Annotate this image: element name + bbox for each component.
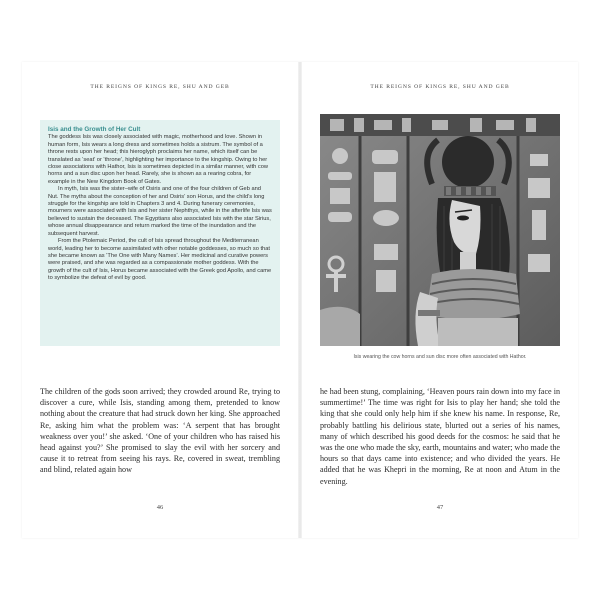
right-page [302,62,578,538]
sidebar-paragraph: In myth, Isis was the sister–wife of Osiris and one of the four children of Geb and Nut. The myths about the conception of her and Osiris’ son Horus, and the child’s long struggle for the kingship are told in Chapters 3 and 4. During funerary ceremonies, mourners were associated with Isis and her sister Nephthys, while in the afterlife Isis was believed to sustain the deceased. The Egyptians also associated Isis with the star Sirius, whose annual disappearance and return marked the time of the inundation and the subsequent harvest. [48,186,272,237]
sidebar-paragraph: From the Ptolemaic Period, the cult of Isis spread throughout the Mediterranean world, leading her to become assimilated with other notable goddesses, so much so that she became known as ‘The One with Many Names’. Her medicinal and curative powers were praised, and she was regarded as a compassionate mother goddess. With the growth of the cult of Isis, Horus became associated with the Greek god Apollo, and came to symbolize the defeat of evil by good. [48,238,272,282]
sidebar-title: Isis and the Growth of Her Cult [48,126,141,133]
running-head-right: THE REIGNS OF KINGS RE, SHU AND GEB [370,84,510,90]
book-spread [22,62,578,538]
page-number-left: 46 [156,504,164,511]
running-head-left: THE REIGNS OF KINGS RE, SHU AND GEB [90,84,230,90]
sidebar-paragraph: The goddess Isis was closely associated with magic, motherhood and love. Shown in human form, Isis wears a long dress and sometimes holds a sistrum. The symbol of a throne rests upon her head; this hieroglyph proclaims her name, which itself can be translated as ‘seat’ or ‘throne’, highlighting her importance to the kingship. Owing to her close associations with Hathor, Isis is sometimes depicted in a similar manner, with cow horns and a sun disc upon her head. Rarely, she is shown as a rearing cobra, for example in the New Kingdom Book of Gates. [48,134,269,185]
isis-relief-image [320,114,560,346]
left-page [22,62,298,538]
sidebar-box [40,120,280,346]
body-text-right: he had been stung, complaining, ‘Heaven pours rain down into my face in summertime!’ The time was right for Isis to play her hand; she told the king that she could only help him if she knew his name. In response, Re, probably battling his delirious state, blurted out a series of his names, many of which described his good deeds for the cosmos: he said that he was the one who made the sky, earth, mountains and water; who made the hours so that days came into existence; and who divided the years. He added that he was Khepri in the morning, Re at noon and Atum in the evening. [320,387,560,486]
body-text-left: The children of the gods soon arrived; they crowded around Re, trying to discover a cure, while Isis, standing among them, pretended to know nothing about the creature that had struck down her king. She approached Re, asking him what the problem was: ‘A serpent that has brought weakness over you!’ she asked. ‘One of your children who has raised his head against you?’ She promised to slay the evil with her sorcery and cause it to retreat from seeing his rays. Re, covered in sweat, trembling and blind, related again how [40,387,280,475]
figure-caption: Isis wearing the cow horns and sun disc more often associated with Hathor. [353,354,527,360]
page-number-right: 47 [436,504,444,511]
